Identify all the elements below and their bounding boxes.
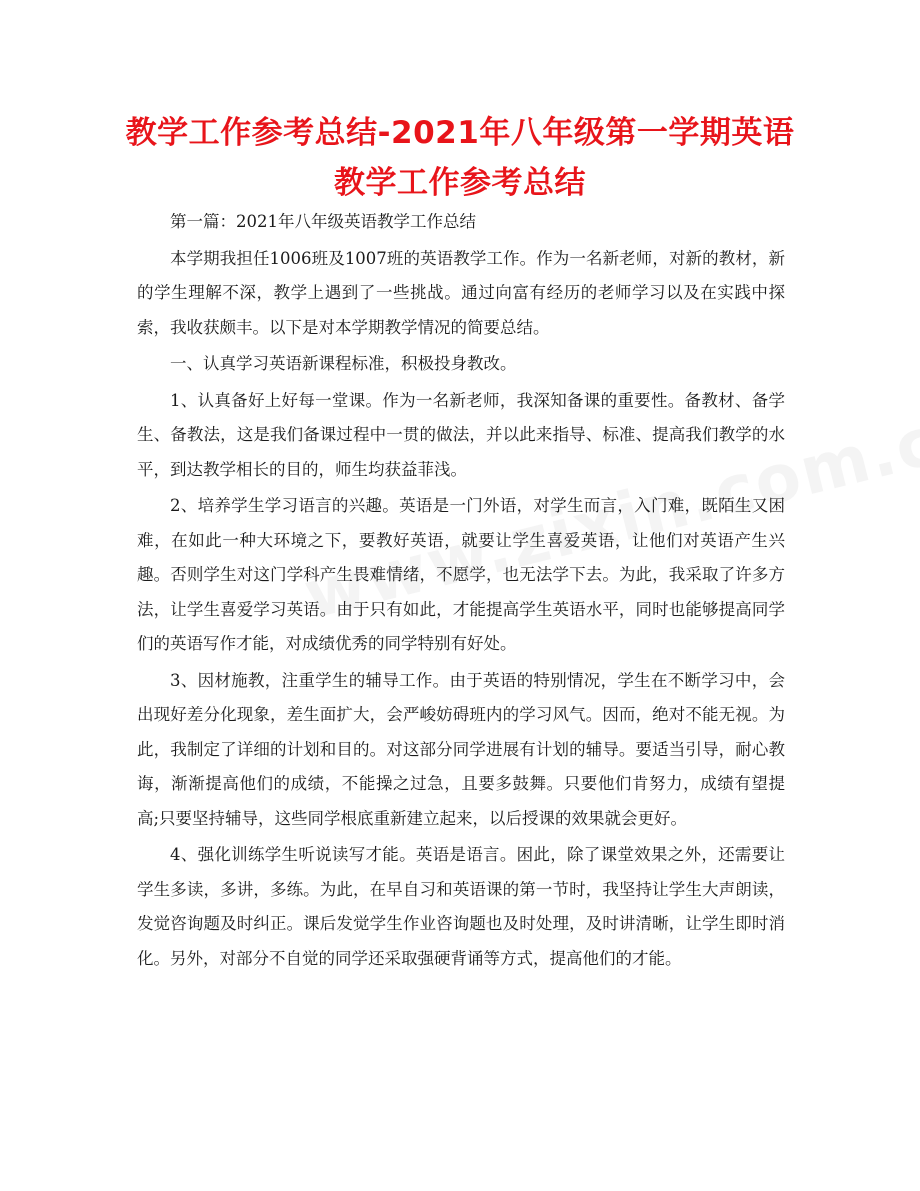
paragraph-item-2: 2、培养学生学习语言的兴趣。英语是一门外语，对学生而言，入门难，既陌生又困难，在如此一种大环境之下，要教好英语，就要让学生喜爱英语，让他们对英语产生兴趣。否则学生对这门学科产生畏难情绪，不愿学，也无法学下去。为此，我采取了许多方法，让学生喜爱学习英语。由于只有如此，才能提高学生英语水平，同时也能够提高同学们的英语写作才能，对成绩优秀的同学特别有好处。: [137, 496, 785, 653]
section-heading: 第一篇：2021年八年级英语教学工作总结: [170, 212, 476, 231]
document-title: 教学工作参考总结-2021年八年级第一学期英语教学工作参考总结: [125, 115, 795, 201]
paragraph-item-3: 3、因材施教，注重学生的辅导工作。由于英语的特别情况，学生在不断学习中，会出现好差分化现象，差生面扩大，会严峻妨碍班内的学习风气。因而，绝对不能无视。为此，我制定了详细的计划和目的。对这部分同学进展有计划的辅导。要适当引导，耐心教诲，渐渐提高他们的成绩，不能操之过急，且要多鼓舞。只要他们肯努力，成绩有望提高;只要坚持辅导，这些同学根底重新建立起来，以后授课的效果就会更好。: [137, 670, 785, 828]
document-body: [137, 205, 785, 978]
paragraph-item-4: 4、强化训练学生听说读写才能。英语是语言。困此，除了课堂效果之外，还需要让学生多读，多讲，多练。为此，在早自习和英语课的第一节时，我坚持让学生大声朗读，发觉咨询题及时纠正。课后发觉学生作业咨询题也及时处理，及时讲清晰，让学生即时消化。另外，对部分不自觉的同学还采取强硬背诵等方式，提高他们的才能。: [137, 845, 785, 968]
paragraph-intro: 本学期我担任1006班及1007班的英语教学工作。作为一名新老师，对新的教材，新的学生理解不深，教学上遇到了一些挑战。通过向富有经历的老师学习以及在实践中探索，我收获颇丰。以下是对本学期教学情况的简要总结。: [137, 248, 785, 337]
paragraph-item-1: 1、认真备好上好每一堂课。作为一名新老师，我深知备课的重要性。备教材、备学生、备教法，这是我们备课过程中一贯的做法，并以此来指导、标准、提高我们教学的水平，到达教学相长的目的，师生均获益菲浅。: [137, 390, 785, 479]
subsection-heading: 一、认真学习英语新课程标准，积极投身教改。: [170, 354, 517, 373]
